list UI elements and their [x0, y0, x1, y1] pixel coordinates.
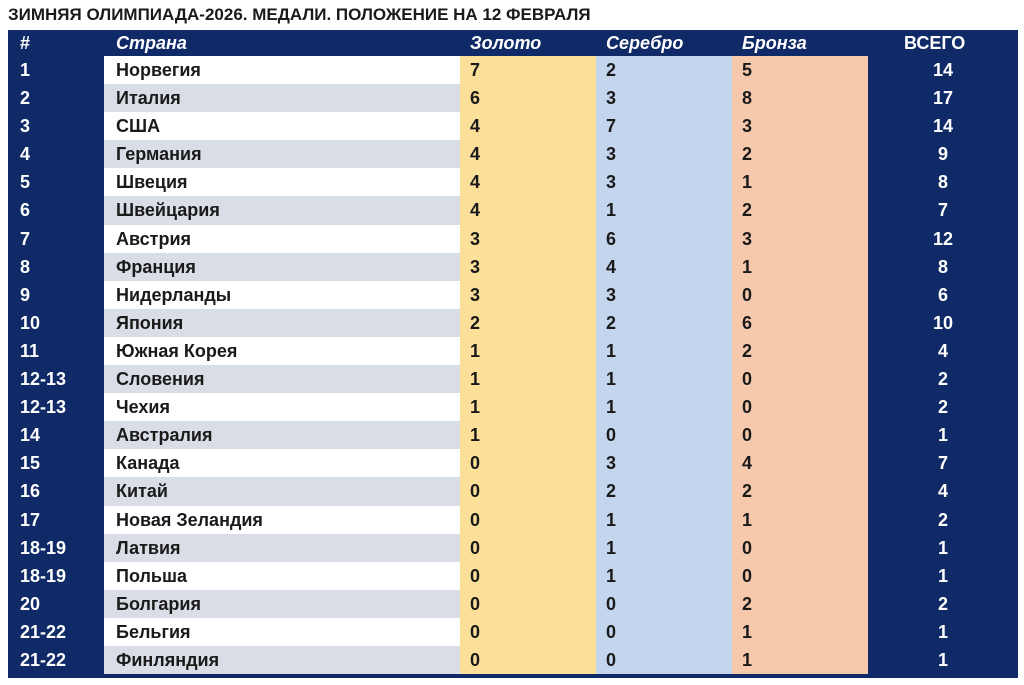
header-gold: Золото: [470, 33, 542, 53]
country-cell: Япония: [104, 309, 460, 337]
gold-cell: 0: [460, 449, 596, 477]
silver-cell: 6: [596, 225, 732, 253]
country-cell: Южная Корея: [104, 337, 460, 365]
rank-cell: 8: [20, 256, 31, 277]
bronze-cell: 1: [732, 646, 868, 674]
header-country: Страна: [116, 33, 187, 53]
gold-cell: 0: [460, 506, 596, 534]
table-header: [8, 30, 1018, 56]
country-cell: Чехия: [104, 393, 460, 421]
table-row: [8, 421, 1018, 449]
total-cell: 2: [937, 593, 948, 614]
rank-cell: 20: [20, 593, 41, 614]
table-row: [8, 393, 1018, 421]
page-title: ЗИМНЯЯ ОЛИМПИАДА-2026. МЕДАЛИ. ПОЛОЖЕНИЕ НА 12 ФЕВРАЛЯ: [8, 5, 591, 24]
gold-cell: 0: [460, 477, 596, 505]
header-bronze: Бронза: [742, 33, 807, 53]
rank-cell: 17: [20, 509, 41, 530]
table-row: [8, 56, 1018, 84]
rank-cell: 16: [20, 481, 41, 502]
bronze-cell: 5: [732, 56, 868, 84]
silver-cell: 4: [596, 253, 732, 281]
gold-cell: 4: [460, 140, 596, 168]
silver-cell: 0: [596, 590, 732, 618]
total-cell: 1: [937, 649, 948, 670]
table-row: [8, 196, 1018, 224]
bronze-cell: 2: [732, 477, 868, 505]
silver-cell: 0: [596, 646, 732, 674]
bronze-cell: 0: [732, 534, 868, 562]
bronze-cell: 0: [732, 393, 868, 421]
country-cell: США: [104, 112, 460, 140]
country-cell: Китай: [104, 477, 460, 505]
silver-cell: 1: [596, 337, 732, 365]
table-row: [8, 646, 1018, 674]
bronze-cell: 1: [732, 168, 868, 196]
bronze-cell: 4: [732, 449, 868, 477]
rank-cell: 5: [20, 172, 31, 193]
country-cell: Латвия: [104, 534, 460, 562]
rank-cell: 4: [20, 144, 31, 165]
gold-cell: 3: [460, 225, 596, 253]
rank-cell: 18-19: [20, 565, 67, 586]
rank-cell: 9: [20, 284, 31, 305]
rank-cell: 14: [20, 425, 41, 446]
table-row: [8, 506, 1018, 534]
table-row: [8, 168, 1018, 196]
total-cell: 6: [937, 284, 948, 305]
total-cell: 14: [932, 116, 954, 137]
bronze-cell: 3: [732, 225, 868, 253]
silver-cell: 1: [596, 196, 732, 224]
silver-cell: 2: [596, 56, 732, 84]
gold-cell: 0: [460, 562, 596, 590]
silver-cell: 3: [596, 84, 732, 112]
total-cell: 1: [937, 425, 948, 446]
bronze-cell: 0: [732, 421, 868, 449]
silver-cell: 3: [596, 281, 732, 309]
silver-cell: 1: [596, 506, 732, 534]
total-cell: 7: [937, 453, 948, 474]
country-cell: Болгария: [104, 590, 460, 618]
total-cell: 8: [937, 256, 948, 277]
gold-cell: 1: [460, 421, 596, 449]
gold-cell: 6: [460, 84, 596, 112]
rank-cell: 12-13: [20, 397, 67, 418]
gold-cell: 3: [460, 281, 596, 309]
total-cell: 7: [937, 200, 948, 221]
bronze-cell: 2: [732, 196, 868, 224]
rank-cell: 6: [20, 200, 31, 221]
header-total: ВСЕГО: [904, 33, 966, 53]
rank-cell: 1: [20, 60, 31, 80]
bronze-cell: 2: [732, 590, 868, 618]
total-cell: 8: [937, 172, 948, 193]
silver-cell: 0: [596, 618, 732, 646]
gold-cell: 4: [460, 112, 596, 140]
bronze-cell: 0: [732, 562, 868, 590]
table-row: [8, 449, 1018, 477]
table-row: [8, 618, 1018, 646]
rank-cell: 7: [20, 228, 31, 249]
table-row: [8, 477, 1018, 505]
gold-cell: 1: [460, 393, 596, 421]
bronze-cell: 6: [732, 309, 868, 337]
header-rank: #: [20, 33, 31, 53]
total-cell: 1: [937, 621, 948, 642]
rank-cell: 21-22: [20, 621, 67, 642]
country-cell: Италия: [104, 84, 460, 112]
table-row: [8, 562, 1018, 590]
table-row: [8, 281, 1018, 309]
silver-cell: 2: [596, 309, 732, 337]
country-cell: Нидерланды: [104, 281, 460, 309]
bronze-cell: 2: [732, 337, 868, 365]
total-cell: 2: [937, 397, 948, 418]
gold-cell: 0: [460, 534, 596, 562]
bronze-cell: 2: [732, 140, 868, 168]
table-row: [8, 365, 1018, 393]
country-cell: Швеция: [104, 168, 460, 196]
country-cell: Норвегия: [104, 56, 460, 84]
gold-cell: 4: [460, 196, 596, 224]
total-cell: 1: [937, 537, 948, 558]
country-cell: Австрия: [104, 225, 460, 253]
country-cell: Германия: [104, 140, 460, 168]
gold-cell: 1: [460, 337, 596, 365]
country-cell: Канада: [104, 449, 460, 477]
gold-cell: 7: [460, 56, 596, 84]
silver-cell: 7: [596, 112, 732, 140]
total-cell: 4: [937, 481, 948, 502]
country-cell: Финляндия: [104, 646, 460, 674]
country-cell: Новая Зеландия: [104, 506, 460, 534]
silver-cell: 1: [596, 562, 732, 590]
total-cell: 4: [937, 340, 948, 361]
silver-cell: 0: [596, 421, 732, 449]
table-row: [8, 337, 1018, 365]
table-body: [8, 56, 1018, 674]
silver-cell: 1: [596, 534, 732, 562]
total-cell: 9: [937, 144, 948, 165]
silver-cell: 3: [596, 140, 732, 168]
total-cell: 17: [932, 88, 954, 109]
gold-cell: 2: [460, 309, 596, 337]
bronze-cell: 1: [732, 253, 868, 281]
total-cell: 14: [932, 60, 954, 80]
bronze-cell: 3: [732, 112, 868, 140]
rank-cell: 11: [20, 340, 40, 361]
medal-table: [8, 30, 1018, 678]
silver-cell: 2: [596, 477, 732, 505]
country-cell: Бельгия: [104, 618, 460, 646]
rank-cell: 12-13: [20, 369, 67, 390]
total-cell: 1: [937, 565, 948, 586]
rank-cell: 2: [20, 88, 31, 109]
total-cell: 10: [932, 312, 954, 333]
gold-cell: 4: [460, 168, 596, 196]
country-cell: Австралия: [104, 421, 460, 449]
bronze-cell: 0: [732, 365, 868, 393]
rank-cell: 10: [20, 312, 41, 333]
gold-cell: 0: [460, 590, 596, 618]
country-cell: Словения: [104, 365, 460, 393]
bronze-cell: 8: [732, 84, 868, 112]
table-row: [8, 84, 1018, 112]
rank-cell: 21-22: [20, 649, 67, 670]
rank-cell: 3: [20, 116, 31, 137]
table-row: [8, 590, 1018, 618]
bronze-cell: 1: [732, 618, 868, 646]
table-row: [8, 140, 1018, 168]
table-row: [8, 309, 1018, 337]
country-cell: Польша: [104, 562, 460, 590]
rank-cell: 18-19: [20, 537, 67, 558]
table-row: [8, 534, 1018, 562]
gold-cell: 0: [460, 646, 596, 674]
total-cell: 2: [937, 369, 948, 390]
silver-cell: 3: [596, 449, 732, 477]
header-silver: Серебро: [606, 33, 684, 53]
bronze-cell: 0: [732, 281, 868, 309]
country-cell: Швейцария: [104, 196, 460, 224]
rank-cell: 15: [20, 453, 41, 474]
country-cell: Франция: [104, 253, 460, 281]
silver-cell: 1: [596, 365, 732, 393]
table-row: [8, 112, 1018, 140]
total-cell: 2: [937, 509, 948, 530]
table-row: [8, 225, 1018, 253]
silver-cell: 3: [596, 168, 732, 196]
gold-cell: 3: [460, 253, 596, 281]
total-cell: 12: [932, 228, 954, 249]
bronze-cell: 1: [732, 506, 868, 534]
gold-cell: 0: [460, 618, 596, 646]
table-row: [8, 253, 1018, 281]
silver-cell: 1: [596, 393, 732, 421]
gold-cell: 1: [460, 365, 596, 393]
